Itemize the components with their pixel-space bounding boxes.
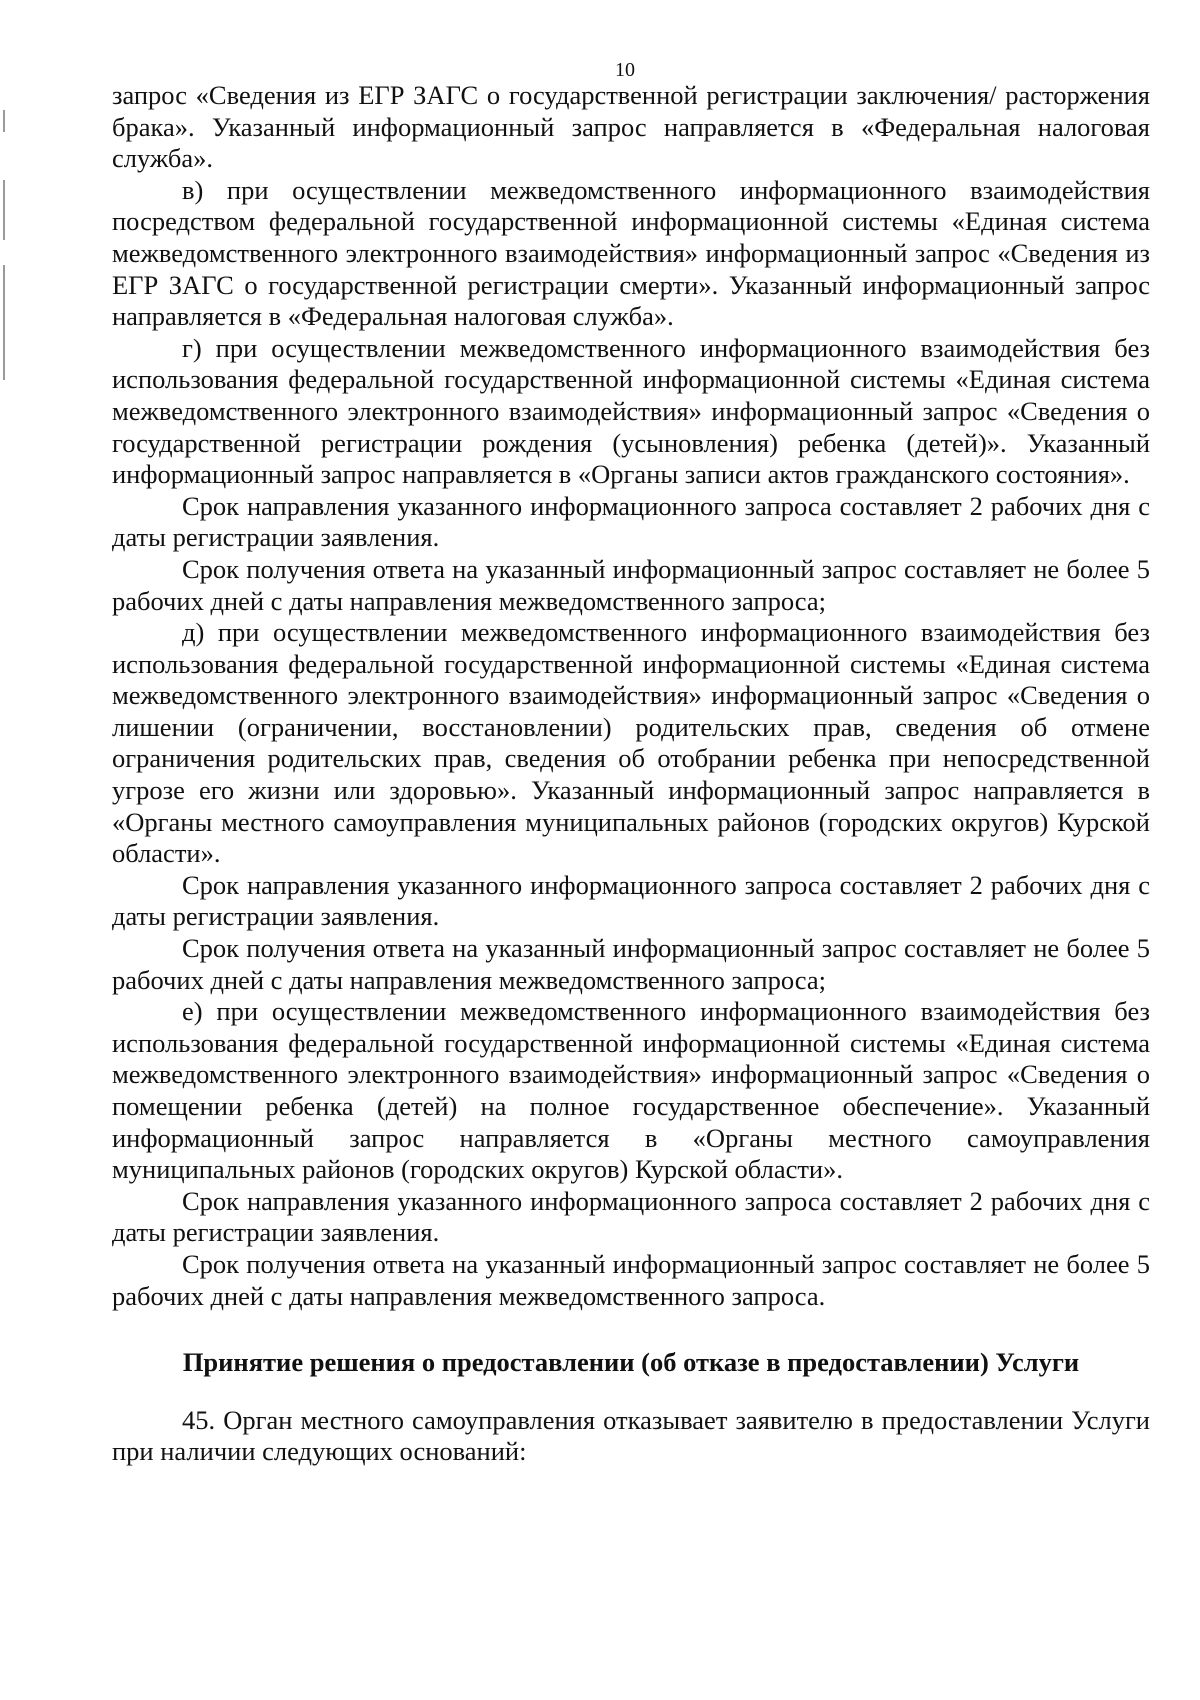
section-heading: Принятие решения о предоставлении (об отказе в предоставлении) Услуги (182, 1347, 1080, 1378)
paragraph-deadline-send: Срок направления указанного информационного запроса составляет 2 рабочих дня с даты регистрации заявления. (112, 490, 1150, 553)
page-number: 10 (615, 59, 635, 81)
document-body (112, 80, 1150, 1468)
paragraph-deadline-send: Срок направления указанного информационного запроса составляет 2 рабочих дня с даты регистрации заявления. (112, 869, 1150, 932)
scan-artifact (3, 180, 5, 240)
scan-artifact (3, 265, 5, 380)
paragraph-item-g: г) при осуществлении межведомственного информационного взаимодействия без использования федеральной государственной информационной системы «Единая система межведомственного электронного взаимодействия» информационный запрос «Сведения о государственной регистрации рождения (усыновления) ребенка (детей)». Указанный информационный запрос направляется в «Органы записи актов гражданского состояния». (112, 332, 1150, 490)
scan-artifact (3, 110, 5, 132)
paragraph-deadline-send: Срок направления указанного информационного запроса составляет 2 рабочих дня с даты регистрации заявления. (112, 1185, 1150, 1248)
paragraph-item-e: е) при осуществлении межведомственного информационного взаимодействия без использования федеральной государственной информационной системы «Единая система межведомственного электронного взаимодействия» информационный запрос «Сведения о помещении ребенка (детей) на полное государственное обеспечение». Указанный информационный запрос направляется в «Органы местного самоуправления муниципальных районов (городских округов) Курской области». (112, 996, 1150, 1185)
paragraph-deadline-response: Срок получения ответа на указанный информационный запрос составляет не более 5 рабочих дней с даты направления межведомственного запроса; (112, 933, 1150, 995)
paragraph-item-d: д) при осуществлении межведомственного информационного взаимодействия без использования федеральной государственной информационной системы «Единая система межведомственного электронного взаимодействия» информационный запрос «Сведения о лишении (ограничении, восстановлении) родительских прав, сведения об отмене ограничения родительских прав, сведения об отобрании ребенка при непосредственной угрозе его жизни или здоровью». Указанный информационный запрос направляется в «Органы местного самоуправления муниципальных районов (городских округов) Курской области». (112, 617, 1150, 869)
paragraph-deadline-response: Срок получения ответа на указанный информационный запрос составляет не более 5 рабочих дней с даты направления межведомственного запроса. (112, 1248, 1150, 1311)
paragraph-deadline-response: Срок получения ответа на указанный информационный запрос составляет не более 5 рабочих дней с даты направления межведомственного запроса; (112, 553, 1150, 616)
paragraph-item-v: в) при осуществлении межведомственного информационного взаимодействия посредством федеральной государственной информационной системы «Единая система межведомственного электронного взаимодействия» информационный запрос «Сведения из ЕГР ЗАГС о государственной регистрации смерти». Указанный информационный запрос направляется в «Федеральная налоговая служба». (112, 174, 1150, 332)
paragraph-continuation: запрос «Сведения из ЕГР ЗАГС о государственной регистрации заключения/ расторжения брака». Указанный информационный запрос направляется в «Федеральная налоговая служба». (112, 80, 1150, 174)
paragraph-45: 45. Орган местного самоуправления отказывает заявителю в предоставлении Услуги при наличии следующих оснований: (112, 1404, 1150, 1467)
